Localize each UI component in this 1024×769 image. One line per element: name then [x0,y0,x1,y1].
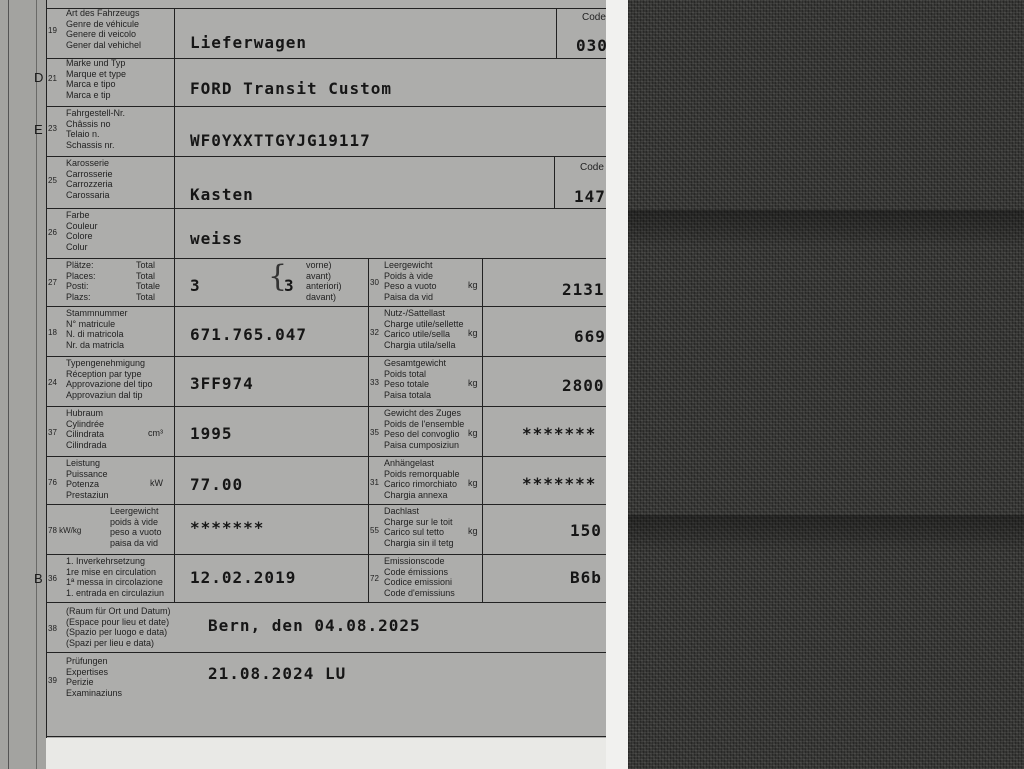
row-number: 27 [48,278,57,287]
place-date-label: (Raum für Ort und Datum) (Espace pour lieu et date) (Spazio per luogo e data) (Spazi per lieu e data) [66,606,171,648]
paper-edge [606,0,628,769]
seats-front-label: vorne) avant) anteriori) davant) [306,260,342,302]
unit-kg: kg [468,428,478,438]
row-number: 38 [48,624,57,633]
displacement-label: Hubraum Cylindrée Cilindrata Cilindrada [66,408,107,450]
fabric-fold-shadow [628,210,1024,248]
make-type-label: Marke und Typ Marque et type Marca e tipo Marca e tip [66,58,127,100]
first-registration-label: 1. Inverkehrsetzung 1re mise en circulation 1ª messa in circolazione 1. entrada en circulaziun [66,556,165,598]
row-number: 35 [370,428,379,437]
section-letter-e: E [34,122,43,137]
body-type-code: 147 [574,187,606,206]
row-number: 24 [48,378,57,387]
train-weight-value: ******* [522,424,597,443]
payload-label: Nutz-/Sattellast Charge utile/sellette Carico utile/sella Chargia utila/sella [384,308,464,350]
unit-kg: kg [468,526,478,536]
inspections-label: Prüfungen Expertises Perizie Examinaziuns [66,656,123,698]
body-type-label: Karosserie Carrosserie Carrozzeria Carossaria [66,158,113,200]
unit-kw: kW [150,478,163,488]
brace-glyph: { [268,259,288,294]
roof-load-value: 150 [570,521,602,540]
paper-bottom-edge [46,738,606,769]
fabric-background [628,0,1024,769]
vehicle-type-label: Art des Fahrzeugs Genre de véhicule Genere di veicolo Gener dal vehichel [66,8,142,50]
code-label: Code [582,12,606,23]
empty-weight-value: 2131 [562,280,605,299]
payload-value: 669 [574,327,606,346]
section-letter-d: D [34,70,44,85]
row-number: 18 [48,328,57,337]
power-label: Leistung Puissance Potenza Prestaziun [66,458,109,500]
previous-page-edge [0,0,46,769]
row-number: 39 [48,676,57,685]
empty-weight-label: Leergewicht Poids à vide Peso a vuoto Paisa da vid [384,260,437,302]
train-weight-label: Gewicht des Zuges Poids de l'ensemble Peso del convoglio Paisa cumposiziun [384,408,465,450]
vehicle-type-value: Lieferwagen [190,33,307,52]
row-number: 36 [48,574,57,583]
total-weight-label: Gesamtgewicht Poids total Peso totale Paisa totala [384,358,447,400]
chassis-number-value: WF0YXXTTGYJG19117 [190,131,371,150]
inspections-value: 21.08.2024 LU [208,664,347,683]
code-label: Code [580,162,604,173]
unit-cm3: cm³ [148,428,163,438]
towing-capacity-label: Anhängelast Poids remorquable Carico rimorchiato Chargia annexa [384,458,460,500]
seats-total-label: Total Total Totale Total [136,260,161,302]
color-value: weiss [190,229,244,248]
place-date-value: Bern, den 04.08.2025 [208,616,421,635]
row-number: 31 [370,478,379,487]
row-number: 37 [48,428,57,437]
row-number: 78 kW/kg [48,526,82,535]
registration-number-value: 671.765.047 [190,325,307,344]
row-number: 33 [370,378,379,387]
body-type-value: Kasten [190,185,254,204]
type-approval-label: Typengenehmigung Réception par type Approvazione del tipo Approvaziun dal tip [66,358,153,400]
power-value: 77.00 [190,475,244,494]
total-weight-value: 2800 [562,376,605,395]
row-number: 72 [370,574,379,583]
section-letter-b: B [34,571,43,586]
unit-kg: kg [468,378,478,388]
row-number: 55 [370,526,379,535]
chassis-number-label: Fahrgestell-Nr. Châssis no Telaio n. Schassis nr. [66,108,126,150]
seats-label: Plätze: Places: Posti: Plazs: [66,260,96,302]
displacement-value: 1995 [190,424,233,443]
unit-kg: kg [468,328,478,338]
vehicle-type-code: 030 [576,36,608,55]
emission-code-value: B6b [570,568,602,587]
seats-total-value: 3 [190,276,201,295]
row-number: 23 [48,124,57,133]
row-number: 25 [48,176,57,185]
unit-kg: kg [468,478,478,488]
fabric-fold-shadow [628,515,1024,553]
row-number: 21 [48,74,57,83]
row-number: 32 [370,328,379,337]
vehicle-registration-document [46,0,606,738]
unit-kg: kg [468,280,478,290]
type-approval-value: 3FF974 [190,374,254,393]
emission-code-label: Emissionscode Code émissions Codice emissioni Code d'emissiuns [384,556,455,598]
towing-capacity-value: ******* [522,474,597,493]
row-number: 30 [370,278,379,287]
color-label: Farbe Couleur Colore Colur [66,210,98,252]
row-number: 19 [48,26,57,35]
power-to-weight-label: Leergewicht poids à vide peso a vuoto paisa da vid [110,506,162,548]
power-to-weight-value: ******* [190,518,265,537]
row-number: 76 [48,478,57,487]
seats-front-value: 3 [284,276,295,295]
make-type-value: FORD Transit Custom [190,79,393,98]
row-number: 26 [48,228,57,237]
first-registration-value: 12.02.2019 [190,568,297,587]
registration-number-label: Stammnummer N° matricule N. di matricola Nr. da matricla [66,308,128,350]
roof-load-label: Dachlast Charge sur le toit Carico sul tetto Chargia sin il tetg [384,506,454,548]
